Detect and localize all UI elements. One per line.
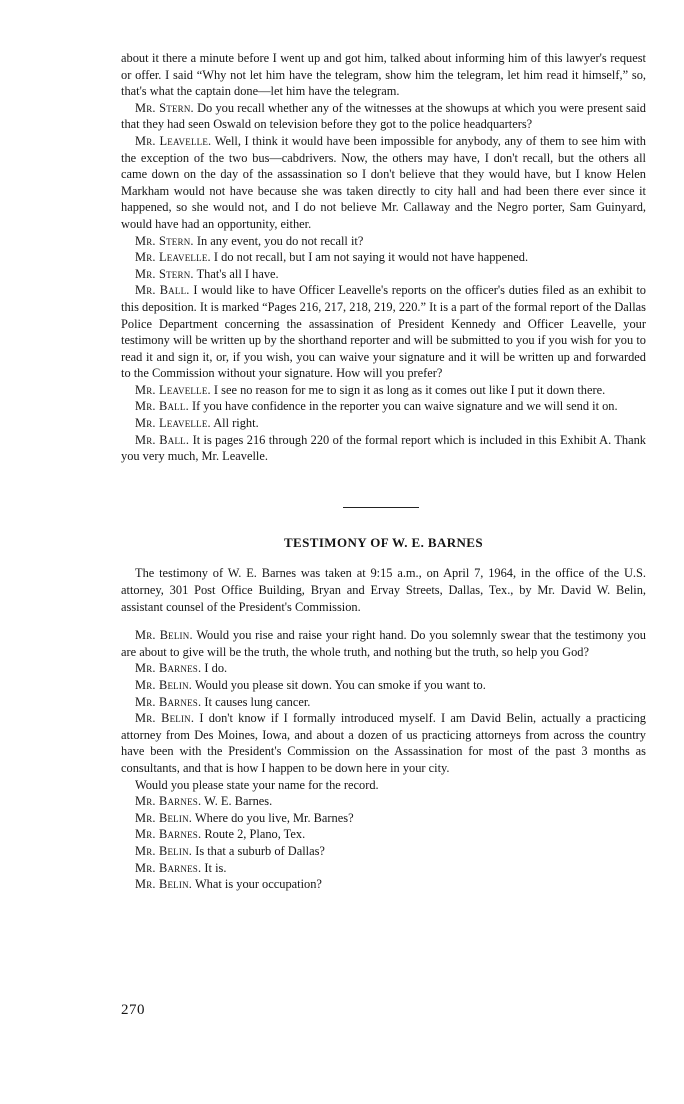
speaker-label: Mr. Ball. <box>135 399 189 414</box>
paragraph <box>121 398 646 415</box>
paragraph <box>121 677 646 694</box>
speaker-label: Mr. Ball. <box>135 432 190 447</box>
paragraph <box>121 660 646 677</box>
speaker-label: Mr. Belin. <box>135 877 193 892</box>
paragraph <box>121 694 646 711</box>
speaker-label: Mr. Leavelle. <box>135 382 211 397</box>
paragraph-text: I don't know if I formally introduced myself. I am David Belin, actually a practicing attorney from Des Moines, Iowa, and about a dozen of us practicing attorneys from across the country have been with the President's Commission on the Assassination for most of the past 3 months as consultants, and that is how I happen to be down here in your city. <box>121 711 646 775</box>
paragraph-continuation: about it there a minute before I went up and got him, talked about informing him of this lawyer's request or offer. I said “Why not let him have the telegram, show him the telegram, let him read it himself,” so, that's what the captain done—let him have the telegram. <box>121 51 646 99</box>
paragraph <box>121 249 646 266</box>
paragraph <box>121 627 646 660</box>
paragraph <box>121 133 646 233</box>
speaker-label: Mr. Barnes. <box>135 794 202 809</box>
speaker-label: Mr. Barnes. <box>135 694 202 709</box>
paragraph-text: That's all I have. <box>196 266 279 281</box>
speaker-label: Mr. Barnes. <box>135 860 202 875</box>
paragraph-text: It causes lung cancer. <box>204 694 311 709</box>
paragraph <box>121 876 646 893</box>
testimony-intro: The testimony of W. E. Barnes was taken at 9:15 a.m., on April 7, 1964, in the office of the U.S. attorney, 301 Post Office Building, Bryan and Ervay Streets, Dallas, Tex., by Mr. David W. Belin, assistant counsel of the President's Commission. <box>121 566 646 614</box>
paragraph-text: It is pages 216 through 220 of the formal report which is included in this Exhibit A. Thank you very much, Mr. Leavelle. <box>121 432 646 464</box>
paragraph <box>121 826 646 843</box>
barnes-testimony <box>121 535 646 893</box>
speaker-label: Mr. Leavelle. <box>135 133 212 148</box>
paragraph <box>121 382 646 399</box>
speaker-label: Mr. Stern. <box>135 100 194 115</box>
leavelle-testimony-continued <box>121 50 646 465</box>
paragraph <box>121 432 646 465</box>
paragraph-text: Route 2, Plano, Tex. <box>204 827 306 842</box>
speaker-label: Mr. Stern. <box>135 266 194 281</box>
paragraph-text: W. E. Barnes. <box>204 794 273 809</box>
paragraph-text: Would you please state your name for the record. <box>135 777 379 792</box>
paragraph-text: Where do you live, Mr. Barnes? <box>194 810 354 825</box>
paragraph <box>121 415 646 432</box>
speaker-label: Mr. Ball. <box>135 283 190 298</box>
speaker-label: Mr. Belin. <box>135 810 193 825</box>
speaker-label: Mr. Barnes. <box>135 827 202 842</box>
paragraph-text: I see no reason for me to sign it as long as it comes out like I put it down there. <box>213 382 606 397</box>
paragraph-text: I would like to have Officer Leavelle's reports on the officer's duties filed as an exhibit to this deposition. It is marked “Pages 216, 217, 218, 219, 220.” It is a part of the formal report of the Dallas Police Department concerning the assassination of President Kennedy and Officer Leavelle, your testimony will be written up by the shorthand reporter and will be submitted to you if you wish for you to read it and sign it, or, if you wish, you can waive your signature and it will be written up and forwarded to the Commission without your signature. How will you prefer? <box>121 283 647 381</box>
paragraph <box>121 793 646 810</box>
section-heading: TESTIMONY OF W. E. BARNES <box>283 534 484 550</box>
paragraph-text: I do not recall, but I am not saying it would not have happened. <box>213 250 529 265</box>
paragraph-text: Do you recall whether any of the witnesses at the showups at which you were present said that they had seen Oswald on television before they got to the police headquarters? <box>121 100 646 132</box>
text-column <box>121 50 646 893</box>
paragraph <box>121 843 646 860</box>
speaker-label: Mr. Barnes. <box>135 661 202 676</box>
paragraph <box>121 860 646 877</box>
speaker-label: Mr. Stern. <box>135 233 194 248</box>
speaker-label: Mr. Leavelle. <box>135 250 211 265</box>
paragraph-text: In any event, you do not recall it? <box>196 233 364 248</box>
paragraph-text: What is your occupation? <box>194 877 322 892</box>
paragraph-text: I do. <box>204 661 228 676</box>
speaker-label: Mr. Belin. <box>135 711 195 726</box>
paragraph-text: Would you please sit down. You can smoke if you want to. <box>194 678 486 692</box>
paragraph-text: It is. <box>204 860 227 875</box>
section-divider <box>121 493 646 523</box>
paragraph-text: Would you rise and raise your right hand. Do you solemnly swear that the testimony you are about to give will be the truth, the whole truth, and nothing but the truth, so help you God? <box>121 628 646 659</box>
paragraph <box>121 777 646 794</box>
speaker-label: Mr. Belin. <box>135 678 193 692</box>
paragraph-text: Is that a suburb of Dallas? <box>195 843 325 858</box>
paragraph <box>121 233 646 250</box>
paragraph-text: If you have confidence in the reporter you can waive signature and we will send it on. <box>191 399 618 414</box>
paragraph-text: Well, I think it would have been impossible for anybody, any of them to see him with the exception of the two bus—cabdrivers. Now, the others may have, I don't recall, but the others all came down on the day of the assassination so I don't believe that they would have, but I know Helen Markham would not have because she was taken directly to city hall and had been there ever since it happened, so she would not, and I do not believe Mr. Callaway and the Negro porter, Sam Guinyard, would have had an opportunity, either. <box>121 133 647 231</box>
paragraph-text: All right. <box>213 416 259 431</box>
speaker-label: Mr. Belin. <box>135 843 193 858</box>
page-number: 270 <box>121 1002 145 1018</box>
paragraph <box>121 282 646 382</box>
speaker-label: Mr. Leavelle. <box>135 416 211 431</box>
paragraph <box>121 810 646 827</box>
paragraph <box>121 710 646 776</box>
paragraph <box>121 100 646 133</box>
speaker-label: Mr. Belin. <box>135 628 193 643</box>
paragraph <box>121 266 646 283</box>
